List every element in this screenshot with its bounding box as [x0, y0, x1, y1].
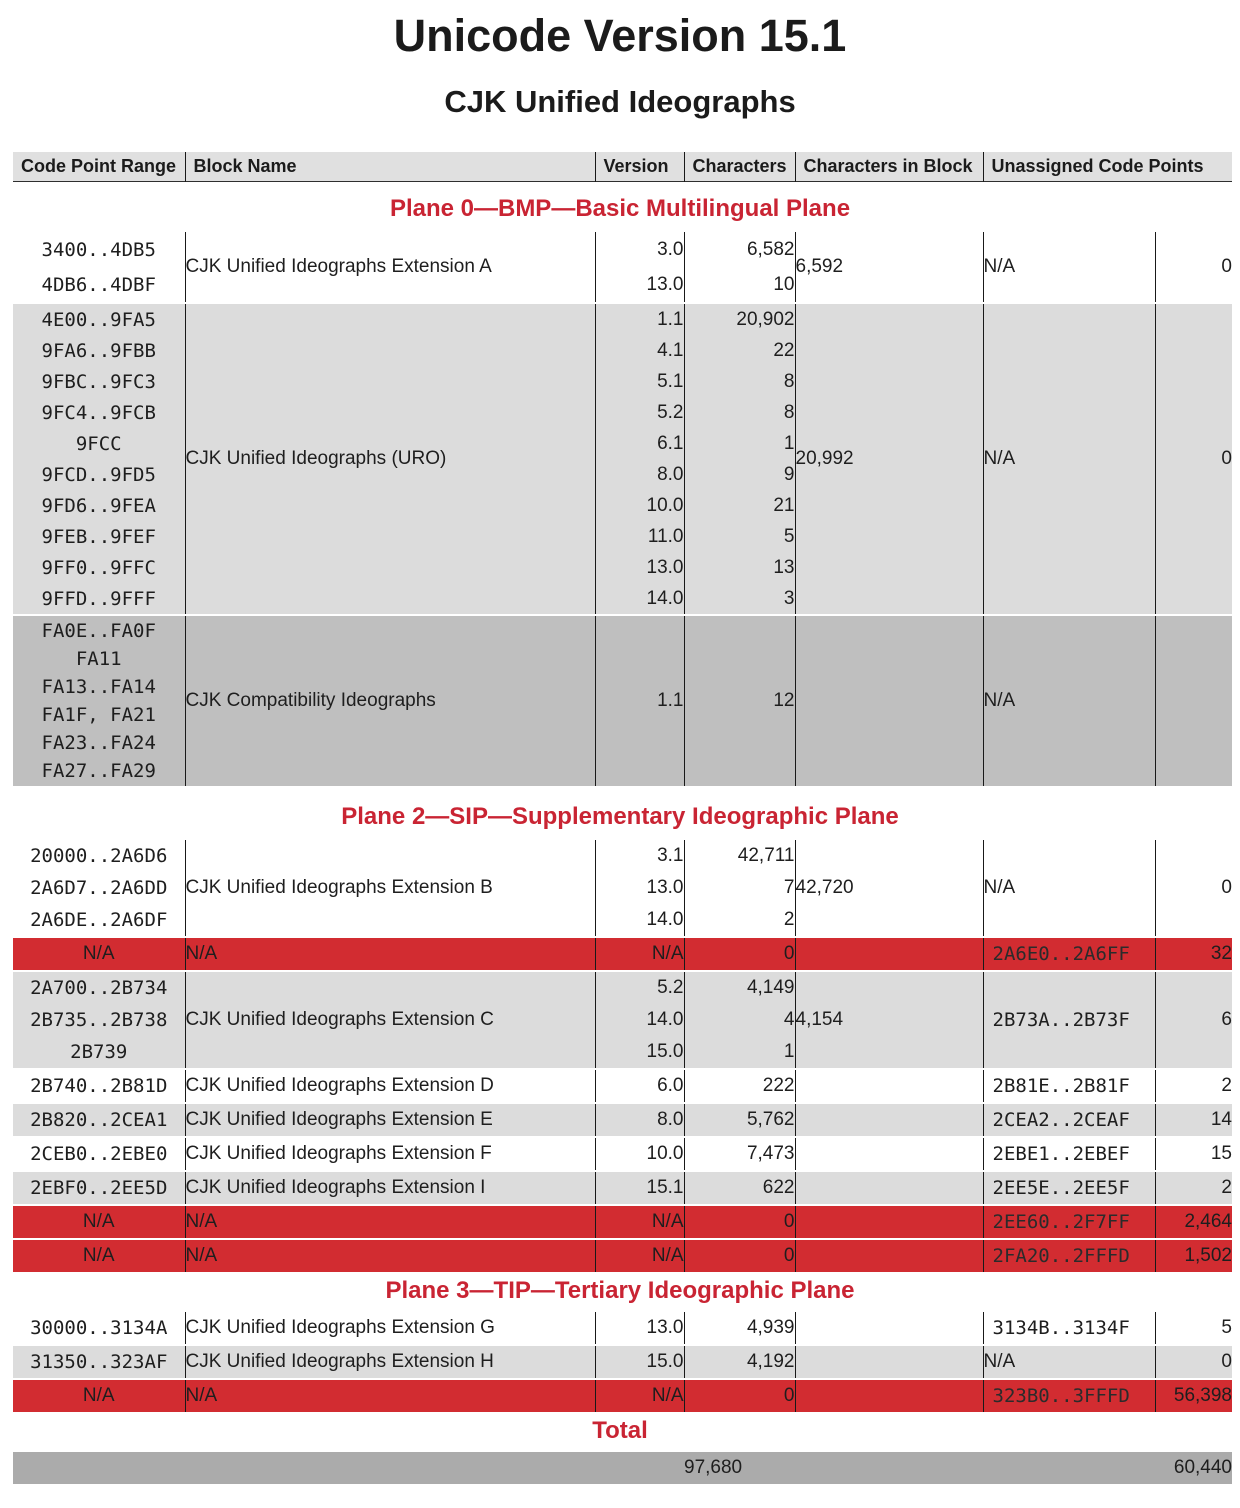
characters-cell: 13	[684, 552, 795, 583]
range-line: FA11	[75, 648, 122, 670]
unassigned-count-cell: 6	[1155, 972, 1232, 1068]
range-cell: N/A	[13, 1240, 185, 1272]
na-row-table	[13, 1380, 1232, 1412]
header-row	[13, 152, 1232, 182]
range-cell: 4DB6..4DBF	[13, 267, 185, 302]
block-name-cell: CJK Unified Ideographs Extension G	[185, 1312, 595, 1344]
page	[0, 10, 1240, 1484]
table-row	[13, 840, 1232, 872]
range-cell: 2B740..2B81D	[13, 1070, 185, 1102]
version-cell: 8.0	[595, 1104, 684, 1136]
na-row-table	[13, 938, 1232, 970]
range-cell: 2A6D7..2A6DD	[13, 872, 185, 904]
range-line: FA27..FA29	[41, 760, 156, 782]
range-cell: 20000..2A6D6	[13, 840, 185, 872]
range-cell: N/A	[13, 1206, 185, 1238]
block-name-cell: CJK Compatibility Ideographs	[185, 616, 595, 786]
range-cell: 9FC4..9FCB	[13, 397, 185, 428]
ext-a-table	[13, 232, 1232, 302]
range-cell: 9FCD..9FD5	[13, 459, 185, 490]
version-cell: 1.1	[595, 616, 684, 786]
characters-cell: 5,762	[684, 1104, 795, 1136]
range-line: FA13..FA14	[41, 676, 156, 698]
total-bar	[13, 1452, 1232, 1484]
chars-in-block-cell: 20,992	[795, 304, 983, 614]
table-row	[13, 304, 1232, 335]
range-cell: 9FF0..9FFC	[13, 552, 185, 583]
ext-g-table	[13, 1312, 1232, 1344]
range-cell: 4E00..9FA5	[13, 304, 185, 335]
plane3-heading: Plane 3—TIP—Tertiary Ideographic Plane	[385, 1277, 855, 1304]
unassigned-range-cell: N/A	[983, 304, 1155, 614]
empty-cell	[795, 938, 983, 970]
table-row	[13, 232, 1232, 267]
range-cell: 2A6DE..2A6DF	[13, 904, 185, 936]
block-name-cell: N/A	[185, 1380, 595, 1412]
block-name-cell: N/A	[185, 1206, 595, 1238]
block-name-cell: CJK Unified Ideographs Extension B	[185, 840, 595, 936]
version-cell: 15.0	[595, 1036, 684, 1068]
chars-in-block-cell: 4,154	[795, 972, 983, 1068]
total-heading: Total	[592, 1417, 648, 1444]
column-header-characters: Characters	[684, 152, 795, 182]
ext-f-table	[13, 1138, 1232, 1170]
version-cell: 5.1	[595, 366, 684, 397]
characters-cell: 4,149	[684, 972, 795, 1004]
table-row	[13, 1312, 1232, 1344]
empty-cell	[795, 1172, 983, 1204]
version-cell: N/A	[595, 1380, 684, 1412]
characters-cell: 1	[684, 1036, 795, 1068]
empty-cell	[795, 1346, 983, 1378]
ext-d-table	[13, 1070, 1232, 1102]
block-name-cell: N/A	[185, 1240, 595, 1272]
chars-in-block-cell: 42,720	[795, 840, 983, 936]
range-cell: N/A	[13, 1380, 185, 1412]
unassigned-count-cell: 0	[1155, 304, 1232, 614]
block-name-cell: CJK Unified Ideographs Extension A	[185, 232, 595, 302]
unassigned-count-cell: 2	[1155, 1070, 1232, 1102]
uro-table	[13, 304, 1232, 614]
compat-table	[13, 616, 1232, 786]
version-cell: 4.1	[595, 335, 684, 366]
characters-cell: 6,582	[684, 232, 795, 267]
na-row	[13, 938, 1232, 970]
version-cell: 5.2	[595, 397, 684, 428]
empty-cell	[795, 616, 983, 786]
unassigned-count-cell: 2	[1155, 1172, 1232, 1204]
characters-cell: 222	[684, 1070, 795, 1102]
unassigned-range-cell: 2FA20..2FFFD	[983, 1240, 1155, 1272]
unassigned-range-cell: 2A6E0..2A6FF	[983, 938, 1155, 970]
block-name-cell: CJK Unified Ideographs Extension D	[185, 1070, 595, 1102]
range-cell: 31350..323AF	[13, 1346, 185, 1378]
block-name-cell: CJK Unified Ideographs (URO)	[185, 304, 595, 614]
range-cell: 2CEB0..2EBE0	[13, 1138, 185, 1170]
range-cell	[13, 616, 185, 786]
range-cell: 9FFD..9FFF	[13, 583, 185, 614]
version-cell: 6.0	[595, 1070, 684, 1102]
block-name-cell: CJK Unified Ideographs Extension C	[185, 972, 595, 1068]
version-cell: 8.0	[595, 459, 684, 490]
unassigned-range-cell: N/A	[983, 1346, 1155, 1378]
characters-cell: 4,192	[684, 1346, 795, 1378]
ext-b-table	[13, 840, 1232, 936]
version-cell: 10.0	[595, 1138, 684, 1170]
empty-cell	[795, 1104, 983, 1136]
column-header-block: Block Name	[185, 152, 595, 182]
version-cell: 11.0	[595, 521, 684, 552]
table-row	[13, 1070, 1232, 1102]
range-cell: 2B735..2B738	[13, 1004, 185, 1036]
range-cell: 9FBC..9FC3	[13, 366, 185, 397]
na-row	[13, 1380, 1232, 1412]
range-line: FA0E..FA0F	[41, 620, 156, 642]
version-cell: 5.2	[595, 972, 684, 1004]
version-cell: N/A	[595, 938, 684, 970]
range-line: FA1F, FA21	[41, 704, 156, 726]
characters-cell: 20,902	[684, 304, 795, 335]
characters-cell: 8	[684, 366, 795, 397]
table-row	[13, 1104, 1232, 1136]
unassigned-count-cell: 56,398	[1155, 1380, 1232, 1412]
unassigned-range-cell: 2EBE1..2EBEF	[983, 1138, 1155, 1170]
range-cell: 9FA6..9FBB	[13, 335, 185, 366]
characters-cell: 7,473	[684, 1138, 795, 1170]
plane2-heading: Plane 2—SIP—Supplementary Ideographic Plane	[341, 803, 899, 830]
version-cell: 14.0	[595, 904, 684, 936]
na-row	[13, 1240, 1232, 1272]
characters-cell: 5	[684, 521, 795, 552]
characters-cell: 9	[684, 459, 795, 490]
characters-cell: 3	[684, 583, 795, 614]
version-cell: N/A	[595, 1240, 684, 1272]
version-cell: 6.1	[595, 428, 684, 459]
characters-cell: 4	[684, 1004, 795, 1036]
version-cell: 1.1	[595, 304, 684, 335]
na-row-table	[13, 1240, 1232, 1272]
unassigned-range-cell: 2CEA2..2CEAF	[983, 1104, 1155, 1136]
unassigned-count-cell: 14	[1155, 1104, 1232, 1136]
unassigned-count-cell: 0	[1155, 232, 1232, 302]
range-cell: 30000..3134A	[13, 1312, 185, 1344]
characters-cell: 0	[684, 1206, 795, 1238]
total-unassigned: 60,440	[1155, 1452, 1232, 1484]
version-cell: 13.0	[595, 267, 684, 302]
version-cell: 3.1	[595, 840, 684, 872]
unassigned-range-cell: 2B81E..2B81F	[983, 1070, 1155, 1102]
total-row	[13, 1452, 1232, 1484]
version-cell: 13.0	[595, 872, 684, 904]
table-row	[13, 972, 1232, 1004]
empty-cell	[795, 1312, 983, 1344]
ext-e-table	[13, 1104, 1232, 1136]
version-cell: 10.0	[595, 490, 684, 521]
total-bar-spacer	[13, 1452, 684, 1484]
ext-i-table	[13, 1172, 1232, 1204]
unassigned-range-cell: 2EE5E..2EE5F	[983, 1172, 1155, 1204]
characters-cell: 22	[684, 335, 795, 366]
unassigned-count-cell: 2,464	[1155, 1206, 1232, 1238]
table-row	[13, 1346, 1232, 1378]
block-name-cell: CJK Unified Ideographs Extension E	[185, 1104, 595, 1136]
range-line: FA23..FA24	[41, 732, 156, 754]
column-header-range: Code Point Range	[13, 152, 185, 182]
column-header-unassigned: Unassigned Code Points	[983, 152, 1232, 182]
characters-cell: 0	[684, 938, 795, 970]
unassigned-count-cell: 1,502	[1155, 1240, 1232, 1272]
unassigned-count-cell: 15	[1155, 1138, 1232, 1170]
unassigned-range-cell: 2EE60..2F7FF	[983, 1206, 1155, 1238]
range-cell: 9FD6..9FEA	[13, 490, 185, 521]
empty-cell	[795, 1240, 983, 1272]
plane0-heading: Plane 0—BMP—Basic Multilingual Plane	[389, 195, 851, 222]
page-title: Unicode Version 15.1	[393, 10, 847, 61]
range-cell: 2EBF0..2EE5D	[13, 1172, 185, 1204]
version-cell: 3.0	[595, 232, 684, 267]
na-row-table	[13, 1206, 1232, 1238]
page-subtitle: CJK Unified Ideographs	[444, 84, 796, 119]
unassigned-range-cell: N/A	[983, 840, 1155, 936]
na-row	[13, 1206, 1232, 1238]
range-cell: 2B739	[13, 1036, 185, 1068]
unassigned-count-cell: 0	[1155, 1346, 1232, 1378]
characters-cell: 0	[684, 1380, 795, 1412]
characters-cell: 8	[684, 397, 795, 428]
empty-cell	[795, 1380, 983, 1412]
unassigned-range-cell: 323B0..3FFFD	[983, 1380, 1155, 1412]
ext-c-table	[13, 972, 1232, 1068]
range-cell: 9FCC	[13, 428, 185, 459]
characters-cell: 10	[684, 267, 795, 302]
total-characters: 97,680	[684, 1452, 795, 1484]
unassigned-count-cell: 5	[1155, 1312, 1232, 1344]
characters-cell: 4,939	[684, 1312, 795, 1344]
version-cell: 14.0	[595, 583, 684, 614]
table-row	[13, 1138, 1232, 1170]
version-cell: 13.0	[595, 1312, 684, 1344]
range-cell: 9FEB..9FEF	[13, 521, 185, 552]
characters-cell: 21	[684, 490, 795, 521]
total-bar-spacer	[795, 1452, 1155, 1484]
unassigned-range-cell: 2B73A..2B73F	[983, 972, 1155, 1068]
range-cell: 3400..4DB5	[13, 232, 185, 267]
table-row	[13, 1172, 1232, 1204]
characters-cell: 12	[684, 616, 795, 786]
header-table	[13, 152, 1232, 182]
unassigned-count-cell: 0	[1155, 840, 1232, 936]
characters-cell: 622	[684, 1172, 795, 1204]
characters-cell: 42,711	[684, 840, 795, 872]
version-cell: N/A	[595, 1206, 684, 1238]
range-cell: 2B820..2CEA1	[13, 1104, 185, 1136]
characters-cell: 0	[684, 1240, 795, 1272]
version-cell: 15.0	[595, 1346, 684, 1378]
empty-cell	[1155, 616, 1232, 786]
characters-cell: 2	[684, 904, 795, 936]
characters-cell: 7	[684, 872, 795, 904]
version-cell: 14.0	[595, 1004, 684, 1036]
column-header-version: Version	[595, 152, 684, 182]
unassigned-range-cell: 3134B..3134F	[983, 1312, 1155, 1344]
unassigned-range-cell: N/A	[983, 232, 1155, 302]
empty-cell	[795, 1138, 983, 1170]
column-header-in-block: Characters in Block	[795, 152, 983, 182]
empty-cell	[795, 1070, 983, 1102]
ext-h-table	[13, 1346, 1232, 1378]
chars-in-block-cell: 6,592	[795, 232, 983, 302]
block-name-cell: CJK Unified Ideographs Extension H	[185, 1346, 595, 1378]
block-name-cell: CJK Unified Ideographs Extension F	[185, 1138, 595, 1170]
version-cell: 13.0	[595, 552, 684, 583]
range-cell: N/A	[13, 938, 185, 970]
block-name-cell: CJK Unified Ideographs Extension I	[185, 1172, 595, 1204]
table-row	[13, 616, 1232, 786]
version-cell: 15.1	[595, 1172, 684, 1204]
unassigned-range-cell: N/A	[983, 616, 1155, 786]
range-cell: 2A700..2B734	[13, 972, 185, 1004]
characters-cell: 1	[684, 428, 795, 459]
block-name-cell: N/A	[185, 938, 595, 970]
empty-cell	[795, 1206, 983, 1238]
unassigned-count-cell: 32	[1155, 938, 1232, 970]
